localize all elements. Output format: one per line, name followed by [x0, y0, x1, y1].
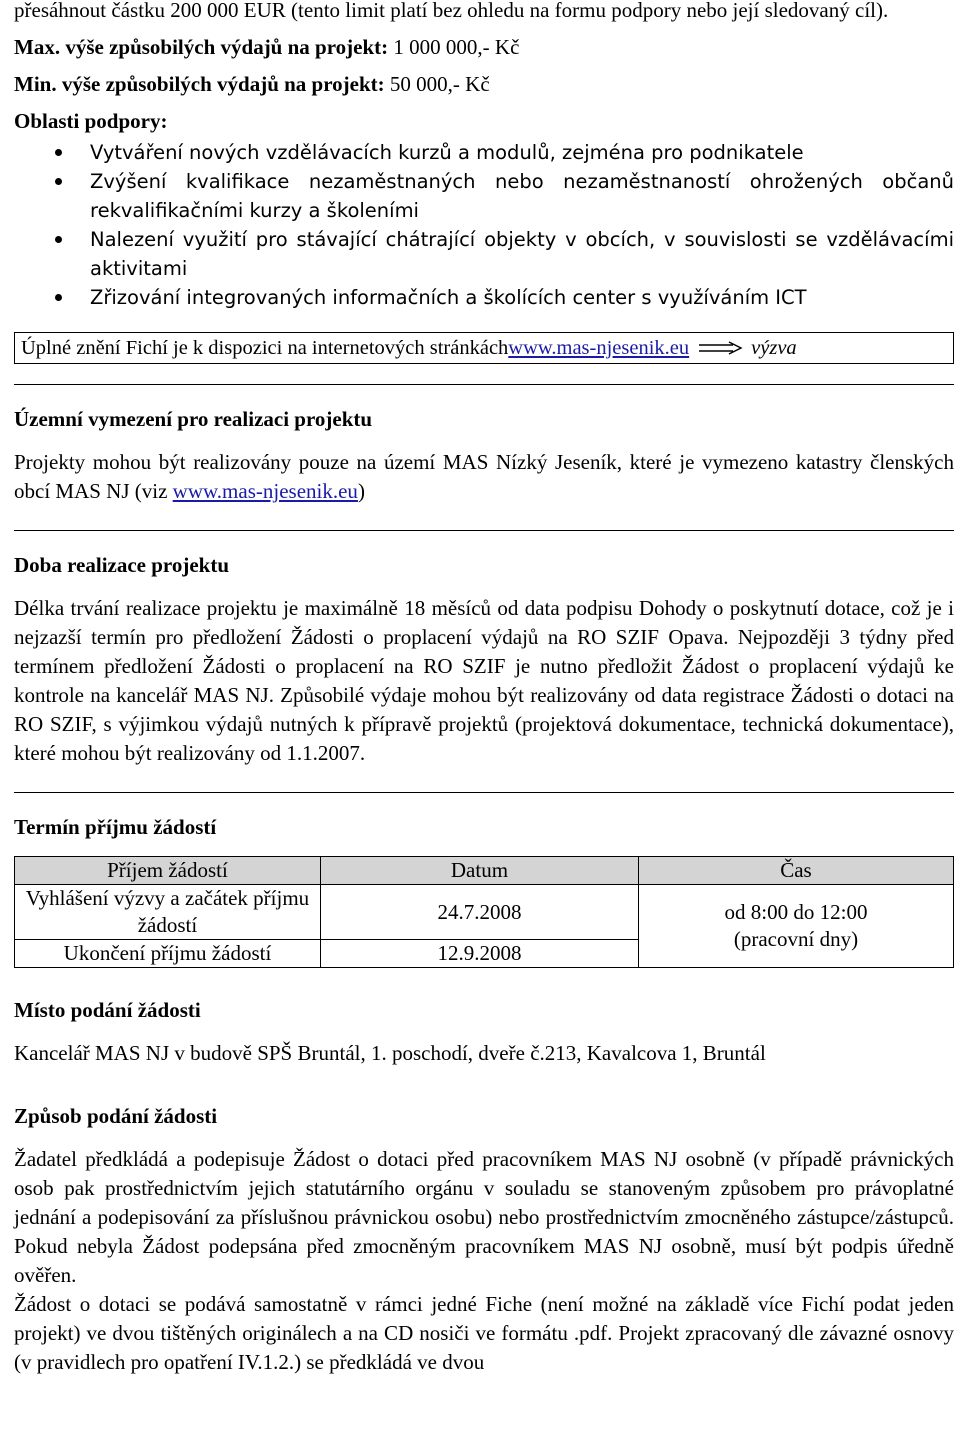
min-expenses-line: [14, 70, 954, 99]
max-expenses-value: 1 000 000,- Kč: [388, 35, 520, 59]
place-heading: Místo podání žádosti: [14, 998, 201, 1022]
arrow-right-icon: [699, 341, 743, 355]
territory-link[interactable]: www.mas-njesenik.eu: [172, 479, 358, 503]
table-row: [15, 885, 954, 940]
method-heading: Způsob podání žádosti: [14, 1104, 218, 1128]
max-expenses-label: Max. výše způsobilých výdajů na projekt:: [14, 35, 389, 59]
reception-end-date: 12.9.2008: [320, 940, 638, 968]
fiche-notice-box: [14, 332, 954, 364]
territory-paragraph: Projekty mohou být realizovány pouze na území MAS Nízký Jeseník, které je vymezeno katastry členských obcí MAS NJ (viz www.mas-njesenik.eu): [14, 450, 954, 503]
territory-heading: Územní vymezení pro realizaci projektu: [14, 407, 373, 431]
place-paragraph: Kancelář MAS NJ v budově SPŠ Bruntál, 1. poschodí, dveře č.213, Kavalcova 1, Bruntál: [14, 1041, 766, 1065]
max-expenses-line: [14, 33, 954, 62]
duration-heading: Doba realizace projektu: [14, 553, 230, 577]
reception-time: od 8:00 do 12:00: [724, 900, 868, 924]
column-header: Datum: [320, 857, 638, 885]
section-divider: [14, 792, 954, 793]
limit-paragraph: přesáhnout částku 200 000 EUR (tento limit platí bez ohledu na formu podpory nebo její sledovaný cíl).: [14, 0, 889, 22]
table-header-row: [15, 857, 954, 885]
reception-time-note: (pracovní dny): [733, 927, 859, 951]
reception-start-label: Vyhlášení výzvy a začátek příjmu žádostí: [15, 885, 321, 940]
support-areas-heading: Oblasti podpory:: [14, 109, 168, 133]
column-header: Příjem žádostí: [15, 857, 321, 885]
min-expenses-label: Min. výše způsobilých výdajů na projekt:: [14, 72, 385, 96]
fiche-notice-text: Úplné znění Fichí je k dispozici na internetových stránkách: [21, 336, 509, 359]
support-areas-list: [14, 138, 954, 312]
reception-heading: Termín příjmu žádostí: [14, 815, 217, 839]
document-page: [14, 0, 954, 1377]
section-divider: [14, 384, 954, 385]
list-item: Nalezení využití pro stávající chátrající objekty v obcích, v souvislosti se vzdělávacími aktivitami: [14, 225, 954, 283]
duration-paragraph: Délka trvání realizace projektu je maximálně 18 měsíců od data podpisu Dohody o poskytnutí dotace, což je i nejzazší termín pro předložení Žádosti o proplacení výdajů na RO SZIF Opava. Nejpozději 3 týdny před termínem předložení Žádosti o proplacení na RO SZIF je nutno předložit Žádost o proplacení výdajů ke kontrole na kancelář MAS NJ. Způsobilé výdaje mohou být realizovány od data registrace Žádosti o dotaci na RO SZIF, s výjimkou výdajů nutných k přípravě projektů (projektová dokumentace, technická dokumentace), které mohou být realizovány od 1.1.2007.: [14, 596, 954, 765]
fiche-notice-link[interactable]: www.mas-njesenik.eu: [508, 336, 690, 359]
reception-time-cell: [638, 885, 953, 968]
method-paragraph-1: Žadatel předkládá a podepisuje Žádost o dotaci před pracovníkem MAS NJ osobně (v případě právnických osob pak prostřednictvím jejich statutárního orgánu v souladu se stanoveným způsobem pro právoplatné jednání a podepisování za příslušnou právnickou osobu) nebo prostřednictvím zmocněného zástupce/zástupců. Pokud nebyla Žádost podepsána před zmocněným pracovníkem MAS NJ osobně, musí být podpis úředně ověřen.: [14, 1147, 954, 1287]
list-item: Zvýšení kvalifikace nezaměstnaných nebo nezaměstnaností ohrožených občanů rekvalifikačními kurzy a školeními: [14, 167, 954, 225]
reception-end-label: Ukončení příjmu žádostí: [15, 940, 321, 968]
min-expenses-value: 50 000,- Kč: [384, 72, 490, 96]
method-paragraph-2: Žádost o dotaci se podává samostatně v rámci jedné Fiche (není možné na základě více Fichí podat jeden projekt) ve dvou tištěných originálech a na CD nosiči ve formátu .pdf. Projekt zpracovaný dle závazné osnovy (v pravidlech pro opatření IV.1.2.) se předkládá ve dvou: [14, 1292, 954, 1374]
list-item: Zřizování integrovaných informačních a školících center s využíváním ICT: [14, 283, 954, 312]
section-divider: [14, 530, 954, 531]
fiche-notice-target: výzva: [751, 336, 797, 359]
reception-table: [14, 856, 954, 968]
list-item: Vytváření nových vzdělávacích kurzů a modulů, zejména pro podnikatele: [14, 138, 954, 167]
reception-start-date: 24.7.2008: [320, 885, 638, 940]
column-header: Čas: [638, 857, 953, 885]
